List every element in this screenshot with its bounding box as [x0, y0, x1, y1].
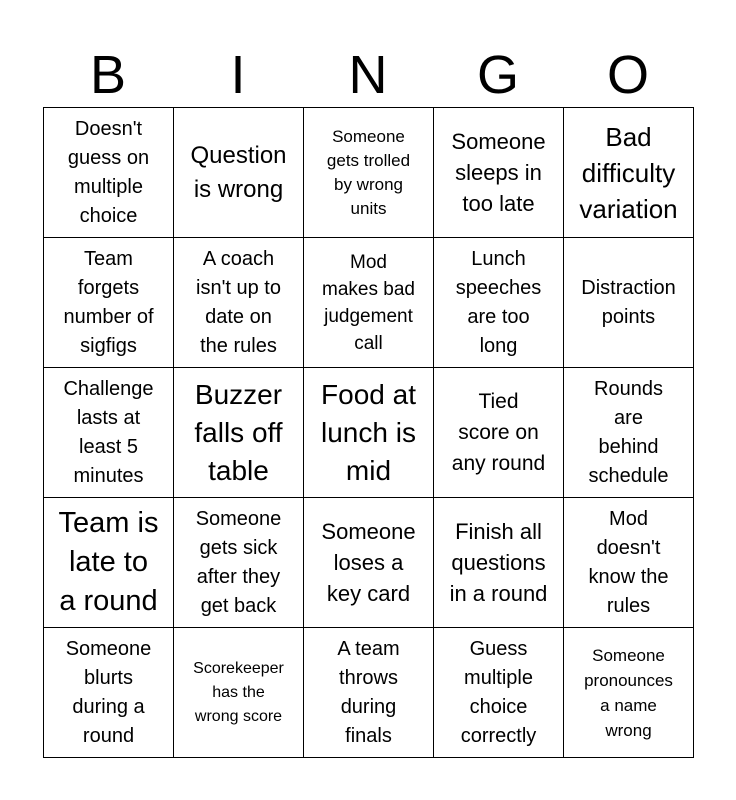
bingo-cell[interactable]: [304, 628, 434, 758]
header-letter-i: I: [230, 45, 246, 105]
bingo-cell[interactable]: [174, 238, 304, 368]
cell-text: Rounds are behind schedule: [588, 377, 669, 487]
bingo-cell[interactable]: [564, 238, 694, 368]
bingo-cell[interactable]: [44, 368, 174, 498]
cell-text: Doesn't guess on multiple choice: [67, 117, 150, 227]
bingo-cell[interactable]: [44, 238, 174, 368]
cell-text: Scorekeeper has the wrong score: [193, 659, 284, 725]
cell-text: Someone pronounces a name wrong: [584, 645, 673, 740]
bingo-cell[interactable]: [174, 108, 304, 238]
cell-text: Someone gets sick after they get back: [195, 507, 282, 617]
bingo-cell[interactable]: [564, 498, 694, 628]
bingo-cell[interactable]: [434, 108, 564, 238]
cell-text: Bad difficulty variation: [579, 121, 678, 224]
cell-text: Guess multiple choice correctly: [460, 637, 537, 747]
cell-text: Distraction points: [581, 276, 676, 328]
cell-text: Team is late to a round: [58, 507, 159, 617]
cell-text: Finish all questions in a round: [449, 519, 548, 606]
cell-text: Team forgets number of sigfigs: [63, 247, 154, 357]
bingo-cell[interactable]: [44, 498, 174, 628]
cell-text: Someone loses a key card: [321, 519, 416, 606]
bingo-cell[interactable]: [304, 238, 434, 368]
bingo-cell[interactable]: [304, 498, 434, 628]
bingo-cell[interactable]: [434, 368, 564, 498]
cell-text: Challenge lasts at least 5 minutes: [63, 377, 154, 487]
bingo-cell[interactable]: [44, 628, 174, 758]
bingo-header: [43, 44, 693, 106]
bingo-board: [43, 107, 694, 758]
cell-text: Someone sleeps in too late: [451, 129, 546, 216]
bingo-cell[interactable]: [174, 628, 304, 758]
cell-text: Lunch speeches are too long: [455, 247, 542, 357]
bingo-cell[interactable]: [434, 238, 564, 368]
cell-text: Mod makes bad judgement call: [322, 251, 415, 354]
cell-text: Question is wrong: [190, 141, 287, 203]
bingo-cell[interactable]: [564, 368, 694, 498]
cell-text: Someone gets trolled by wrong units: [326, 126, 411, 218]
bingo-cell[interactable]: [174, 498, 304, 628]
header-letter-n: N: [348, 45, 388, 105]
cell-text: Mod doesn't know the rules: [588, 507, 669, 617]
cell-text: A team throws during finals: [337, 637, 400, 747]
cell-text: A coach isn't up to date on the rules: [196, 247, 281, 357]
bingo-cell[interactable]: [304, 108, 434, 238]
cell-text: Food at lunch is mid: [321, 378, 416, 486]
bingo-cell[interactable]: [174, 368, 304, 498]
cell-text: Buzzer falls off table: [194, 378, 283, 486]
bingo-cell[interactable]: [564, 108, 694, 238]
header-letter-o: O: [606, 45, 649, 105]
bingo-cell[interactable]: [44, 108, 174, 238]
bingo-cell[interactable]: [434, 498, 564, 628]
header-letter-b: B: [89, 45, 127, 105]
cell-text: Tied score on any round: [451, 390, 546, 475]
bingo-cell[interactable]: [304, 368, 434, 498]
cell-text: Someone blurts during a round: [65, 637, 152, 747]
bingo-cell[interactable]: [434, 628, 564, 758]
bingo-cell[interactable]: [564, 628, 694, 758]
header-letter-g: G: [476, 45, 519, 105]
